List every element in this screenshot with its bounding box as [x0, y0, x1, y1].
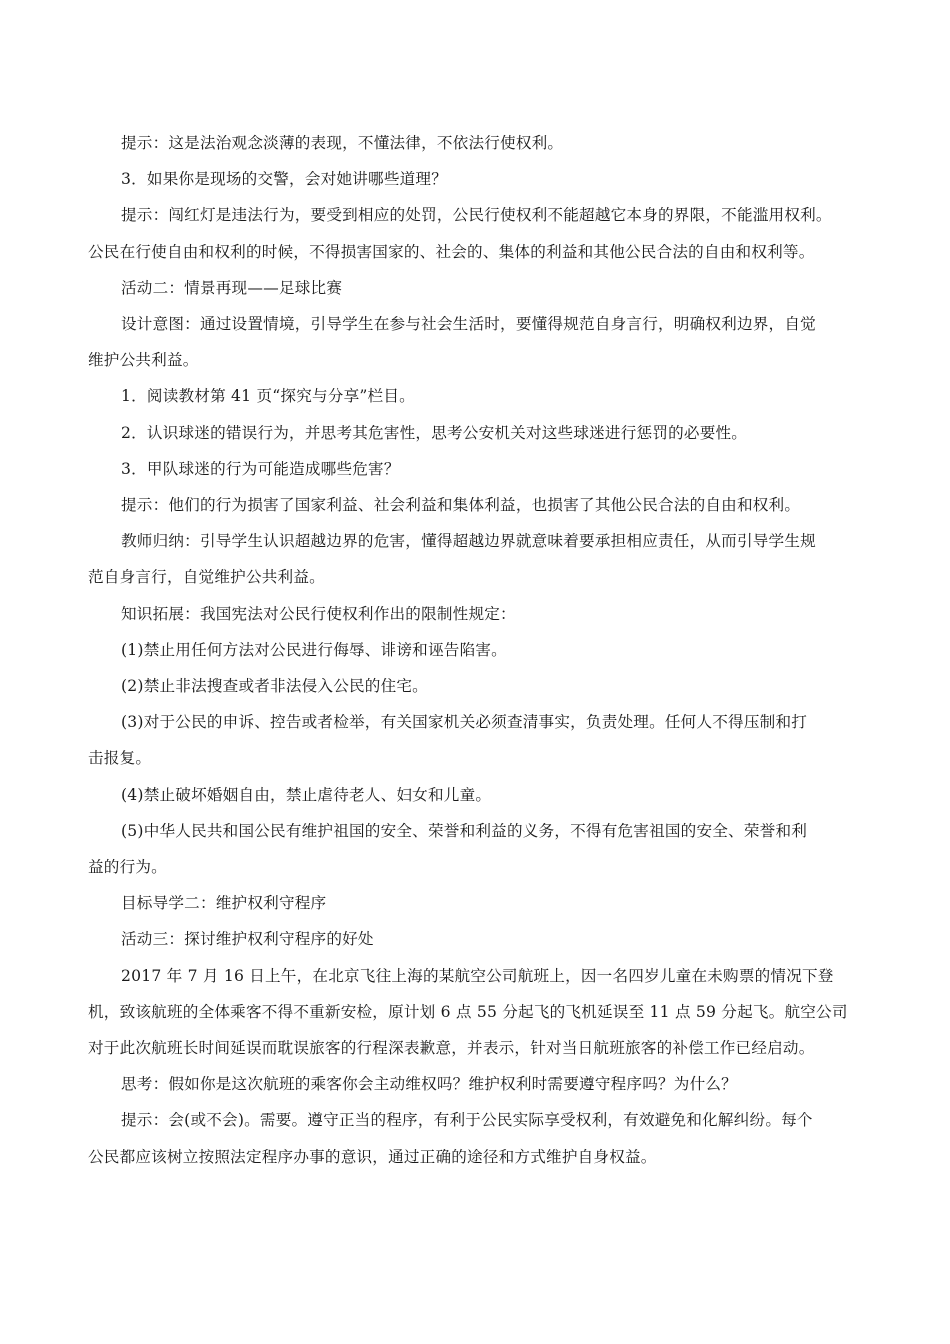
text-line: 设计意图：通过设置情境，引导学生在参与社会生活时，要懂得规范自身言行，明确权利边界，自觉 — [121, 315, 816, 334]
text-line: (3)对于公民的申诉、控告或者检举，有关国家机关必须查清事实，负责处理。任何人不得压制和打 — [121, 713, 808, 732]
text-line: 益的行为。 — [88, 858, 167, 877]
text-line: 3．如果你是现场的交警，会对她讲哪些道理？ — [121, 170, 447, 189]
text-line: (5)中华人民共和国公民有维护祖国的安全、荣誉和利益的义务，不得有危害祖国的安全、荣誉和利 — [121, 821, 808, 840]
text-line: 公民都应该树立按照法定程序办事的意识，通过正确的途径和方式维护自身权益。 — [88, 1147, 657, 1166]
text-line: 2017 年 7 月 16 日上午，在北京飞往上海的某航空公司航班上，因一名四岁儿童在未购票的情况下登 — [121, 966, 834, 985]
text-line: 机，致该航班的全体乘客不得不重新安检，原计划 6 点 55 分起飞的飞机延误至 11 点 59 分起飞。航空公司 — [88, 1002, 848, 1021]
section-heading: 目标导学二：维护权利守程序 — [121, 894, 327, 913]
text-line: 范自身言行，自觉维护公共利益。 — [88, 568, 325, 587]
text-line: 提示：闯红灯是违法行为，要受到相应的处罚，公民行使权利不能超越它本身的界限，不能滥用权利。 — [121, 206, 832, 225]
text-line: 维护公共利益。 — [88, 351, 199, 370]
text-line: (4)禁止破坏婚姻自由，禁止虐待老人、妇女和儿童。 — [121, 785, 492, 804]
text-line: 活动二：情景再现——足球比赛 — [121, 278, 343, 297]
text-line: 对于此次航班长时间延误而耽误旅客的行程深表歉意，并表示，针对当日航班旅客的补偿工作已经启动。 — [88, 1039, 815, 1058]
text-line: 知识拓展：我国宪法对公民行使权利作出的限制性规定： — [121, 604, 516, 623]
text-line: 活动三：探讨维护权利守程序的好处 — [121, 930, 374, 949]
text-line: (2)禁止非法搜查或者非法侵入公民的住宅。 — [121, 677, 428, 696]
text-line: 2．认识球迷的错误行为，并思考其危害性，思考公安机关对这些球迷进行惩罚的必要性。 — [121, 423, 748, 442]
text-line: 教师归纳：引导学生认识超越边界的危害，懂得超越边界就意味着要承担相应责任，从而引导学生规 — [121, 532, 816, 551]
text-line: 击报复。 — [88, 749, 152, 768]
text-line: 提示：这是法治观念淡薄的表现，不懂法律，不依法行使权利。 — [121, 134, 564, 152]
text-line: 1．阅读教材第 41 页“探究与分享”栏目。 — [121, 387, 415, 406]
text-line: 公民在行使自由和权利的时候，不得损害国家的、社会的、集体的利益和其他公民合法的自由和权利等。 — [88, 242, 815, 261]
document-body — [88, 125, 858, 1175]
text-line: 思考：假如你是这次航班的乘客你会主动维权吗？维护权利时需要遵守程序吗？为什么？ — [121, 1075, 737, 1094]
text-line: 3．甲队球迷的行为可能造成哪些危害？ — [121, 459, 400, 478]
text-line: 提示：会(或不会)。需要。遵守正当的程序，有利于公民实际享受权利，有效避免和化解纠纷。每个 — [121, 1111, 813, 1130]
text-line: (1)禁止用任何方法对公民进行侮辱、诽谤和诬告陷害。 — [121, 640, 507, 659]
text-line: 提示：他们的行为损害了国家利益、社会利益和集体利益，也损害了其他公民合法的自由和权利。 — [121, 496, 801, 515]
